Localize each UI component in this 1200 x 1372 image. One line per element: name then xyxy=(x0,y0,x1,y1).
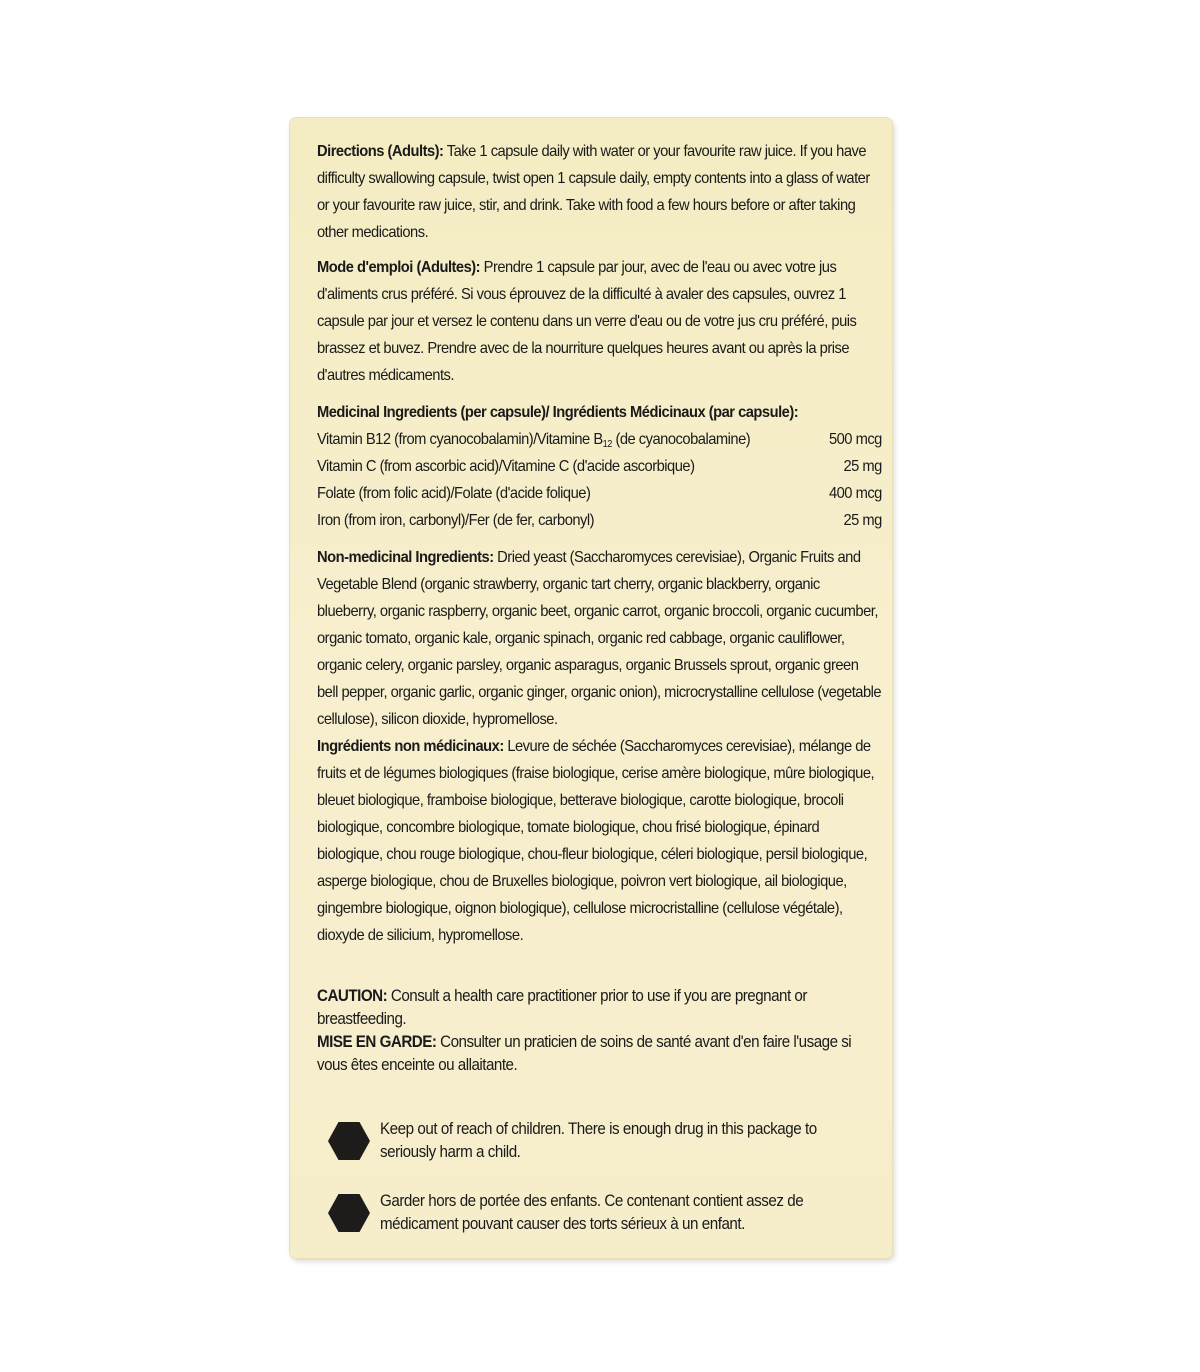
warning-fr-text: Garder hors de portée des enfants. Ce contenant contient assez de médicament pouvant causer des torts sérieux à un enfant. xyxy=(380,1192,804,1233)
medicinal-title xyxy=(317,399,882,426)
caution-en-label: CAUTION: xyxy=(317,987,388,1005)
medicinal-row xyxy=(317,453,882,480)
medicinal-list xyxy=(317,426,882,534)
hexagon-warning-icon xyxy=(328,1194,370,1232)
caution-fr-label: MISE EN GARDE: xyxy=(317,1033,437,1051)
ingredient-amount: 25 mg xyxy=(843,512,882,529)
label-content xyxy=(317,138,882,1077)
medicinal-row xyxy=(317,480,882,507)
ingredient-amount: 500 mcg xyxy=(828,431,882,448)
caution-en-text: Consult a health care practitioner prior to use if you are pregnant or breastfeeding. xyxy=(317,987,807,1028)
ingredient-name-part: Vitamin B12 (from cyanocobalamin)/Vitamine B xyxy=(317,431,603,448)
non-medicinal-en-label: Non-medicinal Ingredients: xyxy=(317,549,494,566)
directions-fr-text: Prendre 1 capsule par jour, avec de l'eau ou avec votre jus d'aliments crus préféré. Si vous éprouvez de la difficulté à avaler des capsules, ouvrez 1 capsule par jour et versez le contenu dans un verre d'eau ou de votre jus cru préféré, puis brassez et buvez. Prendre avec de la nourriture quelques heures avant ou après la prise d'autres médicaments. xyxy=(317,259,857,384)
non-medicinal-en-text: Dried yeast (Saccharomyces cerevisiae), Organic Fruits and Vegetable Blend (organic strawberry, organic tart cherry, organic blackberry, organic blueberry, organic raspberry, organic beet, organic carrot, organic broccoli, organic cucumber, organic tomato, organic kale, organic spinach, organic red cabbage, organic cauliflower, organic celery, organic parsley, organic asparagus, organic Brussels sprout, organic green bell pepper, organic garlic, organic ginger, organic onion), microcrystalline cellulose (vegetable cellulose), silicon dioxide, hypromellose. xyxy=(317,549,882,728)
medicinal-title-text: Medicinal Ingredients (per capsule)/ Ingrédients Médicinaux (par capsule): xyxy=(317,404,799,421)
non-medicinal-en xyxy=(317,544,882,733)
non-medicinal-fr xyxy=(317,733,882,949)
medicinal-row xyxy=(317,507,882,534)
ingredient-subscript: 12 xyxy=(602,439,612,450)
ingredient-name-part: (de cyanocobalamine) xyxy=(611,431,751,448)
hexagon-warning-icon xyxy=(328,1122,370,1160)
ingredient-name: Vitamin C (from ascorbic acid)/Vitamine C (d'acide ascorbique) xyxy=(317,458,695,475)
caution-fr-text: Consulter un praticien de soins de santé avant d'en faire l'usage si vous êtes enceinte ou allaitante. xyxy=(317,1033,852,1074)
non-medicinal-fr-text: Levure de séchée (Saccharomyces cerevisiae), mélange de fruits et de légumes biologiques (fraise biologique, cerise amère biologique, mûre biologique, bleuet biologique, framboise biologique, betterave biologique, carotte biologique, brocoli biologique, concombre biologique, tomate biologique, chou frisé biologique, épinard biologique, chou rouge biologique, chou-fleur biologique, céleri biologique, persil biologique, asperge biologique, chou de Bruxelles biologique, poivron vert biologique, ail biologique, gingembre biologique, oignon biologique), cellulose microcristalline (cellulose végétale), dioxyde de silicium, hypromellose. xyxy=(317,738,875,944)
directions-fr-label: Mode d'emploi (Adultes): xyxy=(317,259,481,276)
ingredient-amount: 400 mcg xyxy=(828,485,882,502)
non-medicinal-fr-label: Ingrédients non médicinaux: xyxy=(317,738,504,755)
medicinal-row xyxy=(317,426,882,453)
ingredient-name xyxy=(317,426,829,453)
label-panel xyxy=(290,118,892,1258)
directions-en-label: Directions (Adults): xyxy=(317,143,444,160)
warning-en-text: Keep out of reach of children. There is enough drug in this package to seriously harm a child. xyxy=(380,1120,817,1161)
warning-en xyxy=(328,1118,868,1164)
caution-en xyxy=(317,985,882,1031)
ingredient-amount: 25 mg xyxy=(843,458,882,475)
caution-fr xyxy=(317,1031,882,1077)
directions-en-text: Take 1 capsule daily with water or your favourite raw juice. If you have difficulty swallowing capsule, twist open 1 capsule daily, empty contents into a glass of water or your favourite raw juice, stir, and drink. Take with food a few hours before or after taking other medications. xyxy=(317,143,870,241)
directions-en xyxy=(317,138,882,246)
directions-fr xyxy=(317,254,882,389)
ingredient-name: Folate (from folic acid)/Folate (d'acide folique) xyxy=(317,485,591,502)
warning-fr xyxy=(328,1190,868,1236)
ingredient-name: Iron (from iron, carbonyl)/Fer (de fer, carbonyl) xyxy=(317,512,595,529)
